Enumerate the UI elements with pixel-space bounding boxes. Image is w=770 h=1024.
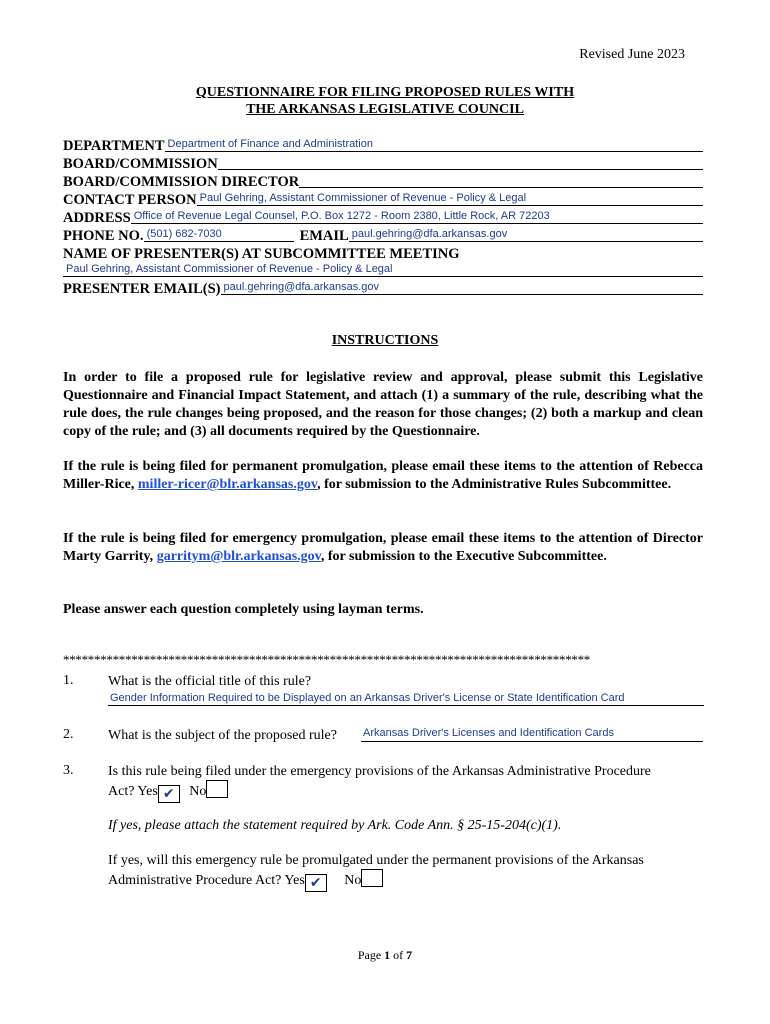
q2-text: What is the subject of the proposed rule? [108,728,337,743]
presenter-email-field[interactable] [221,280,703,295]
contact-field[interactable] [197,191,703,206]
page-number: 1 [384,948,391,962]
director-field[interactable] [299,173,703,188]
contact-label: CONTACT PERSON [63,192,197,208]
director-row [63,173,703,191]
q2-answer: Arkansas Driver's Licenses and Identification Cards [363,727,614,739]
instructions-paragraph-3 [63,530,703,566]
q3-no-label: No [189,784,207,799]
email-label: EMAIL [299,228,349,244]
email-field[interactable] [349,227,703,242]
presenter-row [63,262,703,280]
page-total: 7 [406,948,413,962]
q3b-text-line1: If yes, will this emergency rule be promulgated under the permanent provisions of the Arkansas [108,853,644,868]
page-footer [0,948,770,963]
q3-no-checkbox[interactable] [206,780,228,798]
instructions-heading: INSTRUCTIONS [331,333,439,348]
presenter-email-row [63,280,703,298]
q1-number: 1. [63,673,74,688]
presenter-field[interactable] [63,262,703,277]
p3-text-post: , for submission to the Executive Subcommittee. [320,549,607,564]
q1-text: What is the official title of this rule? [108,674,312,689]
department-field[interactable] [165,137,703,152]
address-row [63,209,703,227]
q3-yes-label: Yes [137,784,158,799]
instructions-paragraph-4: Please answer each question completely using layman terms. [63,602,424,617]
p3-text-pre: If the rule is being filed for emergency promulgation, please email these items to the attention of Director Marty Garrity, [63,531,703,564]
email-value: paul.gehring@dfa.arkansas.gov [351,228,508,240]
q3-number: 3. [63,763,74,778]
revised-date: Revised June 2023 [579,47,685,62]
address-label: ADDRESS [63,210,131,226]
board-label: BOARD/COMMISSION [63,156,218,172]
q3-text-line1: Is this rule being filed under the emergency provisions of the Arkansas Administrative Procedure [108,764,651,779]
department-value: Department of Finance and Administration [167,138,373,150]
presenter-email-value: paul.gehring@dfa.arkansas.gov [223,281,380,293]
document-title-line2: THE ARKANSAS LEGISLATIVE COUNCIL [246,102,524,117]
instructions-paragraph-2 [63,458,703,494]
q3b-yes-label: Yes [284,873,305,888]
q3b-text-line2 [108,869,383,892]
q3-act-label: Act? [108,784,135,799]
q2-answer-field[interactable] [361,724,703,742]
page-of: of [393,948,404,962]
p2-text-post: , for submission to the Administrative Rules Subcommittee. [317,477,672,492]
phone-label: PHONE NO. [63,228,144,244]
q3-text-line2 [108,780,228,803]
q3-note: If yes, please attach the statement required by Ark. Code Ann. § 25-15-204(c)(1). [108,818,562,833]
page-prefix: Page [357,948,382,962]
garrity-email-link[interactable]: garritym@blr.arkansas.gov [156,549,321,564]
q3b-act-label: Administrative Procedure Act? [108,873,282,888]
q1-answer-field[interactable] [108,689,704,706]
address-value: Office of Revenue Legal Counsel, P.O. Box 1272 - Room 2380, Little Rock, AR 72203 [133,210,550,222]
p2-text-pre: If the rule is being filed for permanent promulgation, please email these items to the attention of Rebecca Miller-Rice, [63,459,703,492]
q1-answer: Gender Information Required to be Displayed on an Arkansas Driver's License or State Identification Card [110,692,625,704]
phone-value: (501) 682-7030 [146,228,222,240]
q3b-yes-checkbox[interactable]: ✔ [305,874,327,892]
separator-line: ************************************************************************************* [63,652,591,667]
q2-number: 2. [63,727,74,742]
board-row [63,155,703,173]
miller-rice-email-link[interactable]: miller-ricer@blr.arkansas.gov [137,477,318,492]
phone-email-row [63,227,703,245]
contact-row [63,191,703,209]
q3-yes-checkbox[interactable]: ✔ [158,785,180,803]
presenter-label: NAME OF PRESENTER(S) AT SUBCOMMITTEE MEETING [63,246,460,262]
q3b-no-checkbox[interactable] [361,869,383,887]
q3b-no-label: No [344,873,362,888]
phone-field[interactable] [144,227,294,242]
presenter-value: Paul Gehring, Assistant Commissioner of Revenue - Policy & Legal [66,263,393,275]
department-row [63,137,703,155]
presenter-label-row [63,245,703,263]
document-title-line1: QUESTIONNAIRE FOR FILING PROPOSED RULES WITH [195,85,575,100]
contact-value: Paul Gehring, Assistant Commissioner of Revenue - Policy & Legal [199,192,527,204]
address-field[interactable] [131,209,703,224]
instructions-paragraph-1: In order to file a proposed rule for legislative review and approval, please submit this Legislative Questionnaire and Financial Impact Statement, and attach (1) a summary of the rule, describing what the rule does, the rule changes being proposed, and the reason for those changes; (2) both a markup and clean copy of the rule; and (3) all documents required by the Questionnaire. [63,370,703,439]
presenter-email-label: PRESENTER EMAIL(S) [63,281,221,297]
department-label: DEPARTMENT [63,138,165,154]
board-field[interactable] [218,155,703,170]
director-label: BOARD/COMMISSION DIRECTOR [63,174,300,190]
